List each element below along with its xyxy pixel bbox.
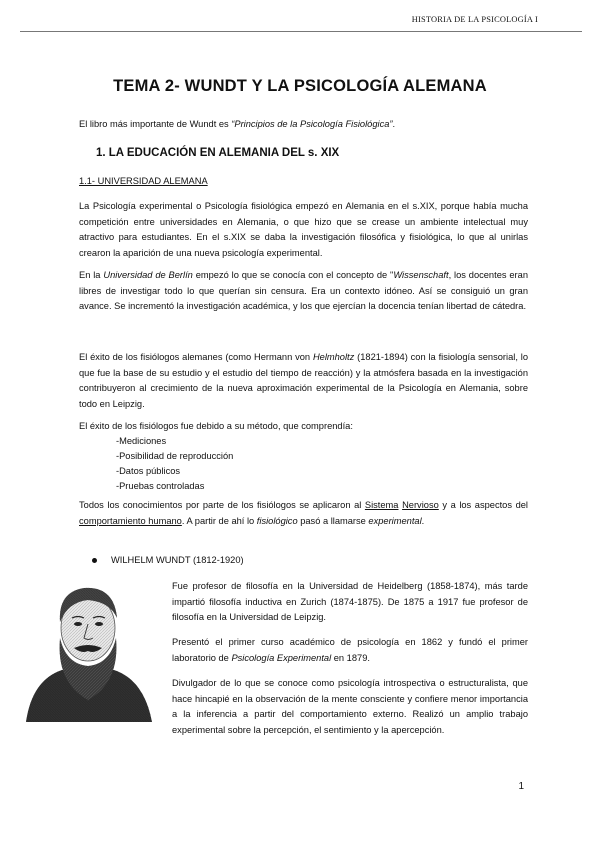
running-header: HISTORIA DE LA PSICOLOGÍA I — [411, 15, 538, 24]
paragraph-5 — [79, 498, 528, 529]
wundt-p2-lab: Psicología Experimental — [231, 652, 332, 663]
p5-underline-3: comportamiento humano — [79, 515, 182, 526]
book-title: “Principios de la Psicología Fisiológica” — [231, 119, 393, 129]
p5-text-b: y a los aspectos del — [438, 500, 528, 510]
wundt-bullet — [92, 555, 244, 565]
intro-paragraph — [79, 117, 528, 133]
bullet-icon — [92, 558, 97, 563]
p5-text-d: pasó a llamarse — [297, 515, 369, 526]
list-item: -Posibilidad de reproducción — [116, 451, 234, 461]
wundt-p2-text-b: en 1879. — [331, 652, 370, 663]
p3-text-a: El éxito de los fisiólogos alemanes (como Hermann von — [79, 352, 313, 362]
p2-text-a: En la — [79, 270, 104, 280]
intro-text: El libro más importante de Wundt es — [79, 119, 232, 129]
p2-text-b: empezó lo que se conocía con el concepto de " — [192, 270, 394, 280]
p2-concept: Wissenschaft — [393, 270, 449, 280]
p5-text-a: Todos los conocimientos por parte de los fisiólogos se aplicaron al — [79, 500, 365, 510]
intro-end: . — [392, 119, 396, 129]
paragraph-2 — [79, 268, 528, 315]
page-number: 1 — [518, 781, 524, 792]
method-list — [116, 434, 233, 494]
p2-text-c: , los docentes eran libres de investigar todo lo que querían sin censura. Era un contexto idóneo. Así se consiguió un gran avance. Se incrementó la investigación académica, y los que ejercían la docencia tenían libertad de cátedra. — [79, 270, 528, 311]
list-item: -Datos públicos — [116, 466, 181, 476]
wundt-paragraph-2 — [172, 635, 528, 666]
p5-text-e: . — [421, 515, 425, 526]
p5-underline-2: Nervioso — [402, 500, 439, 510]
list-item: -Mediciones — [116, 436, 167, 446]
wundt-name: WILHELM WUNDT (1812-1920) — [111, 555, 244, 565]
wundt-paragraph-3: Divulgador de lo que se conoce como psicología introspectiva o estructuralista, que hace hincapié en la observación de la mente consciente y confiere menor importancia a la inferencia a partir del comportamiento externo. Realizó un amplio trabajo experimental sobre la percepción, el sentimiento y la apercepción. — [172, 678, 528, 735]
page-title: TEMA 2- WUNDT Y LA PSICOLOGÍA ALEMANA — [113, 77, 487, 95]
paragraph-1: La Psicología experimental o Psicología fisiológica empezó en Alemania en el s.XIX, porque había mucha competición entre universidades en Alemania, o que hizo que se crease un ambiente intelectual muy atractivo para estudiantes. En el s.XIX se daba la investigación filosófica y fisiológica, lo que al unirlas crearon la aparición de una nueva psicología experimental. — [79, 201, 528, 258]
p5-italic-1: fisiológico — [256, 515, 298, 526]
wundt-p2-text-a: Presentó el primer curso académico de psicología en 1862 y fundó el primer laboratorio de — [172, 637, 528, 663]
wundt-portrait — [18, 572, 156, 724]
p3-text-b: (1821-1894) con la fisiología sensorial, lo que fue la base de su estudio y el estudio del tiempo de reacción) y la atmósfera basada en la investigación contribuyeron al crecimiento de la nueva aproximación experimental de la Psicología en Alemania, sobre todo en Leipzig. — [79, 352, 528, 409]
header-rule — [20, 31, 582, 32]
section-heading: 1. LA EDUCACIÓN EN ALEMANIA DEL s. XIX — [96, 147, 340, 159]
list-item: -Pruebas controladas — [116, 481, 205, 491]
wundt-paragraph-1: Fue profesor de filosofía en la Universidad de Heidelberg (1858-1874), más tarde impartió filosofía inductiva en Zurich (1874-1875). De 1875 a 1917 fue profesor de filosofía en la Universidad de Leipzig. — [172, 581, 528, 622]
p3-name: Helmholtz — [312, 352, 355, 362]
p5-italic-2: experimental — [368, 515, 422, 526]
p2-university: Universidad de Berlín — [103, 270, 193, 280]
subsection-heading: 1.1- UNIVERSIDAD ALEMANA — [79, 176, 208, 186]
p5-underline-1: Sistema — [364, 500, 399, 510]
paragraph-4: El éxito de los fisiólogos fue debido a su método, que comprendía: — [79, 421, 353, 431]
p5-text-c: . A partir de ahí lo — [181, 515, 257, 526]
paragraph-3 — [79, 350, 528, 412]
